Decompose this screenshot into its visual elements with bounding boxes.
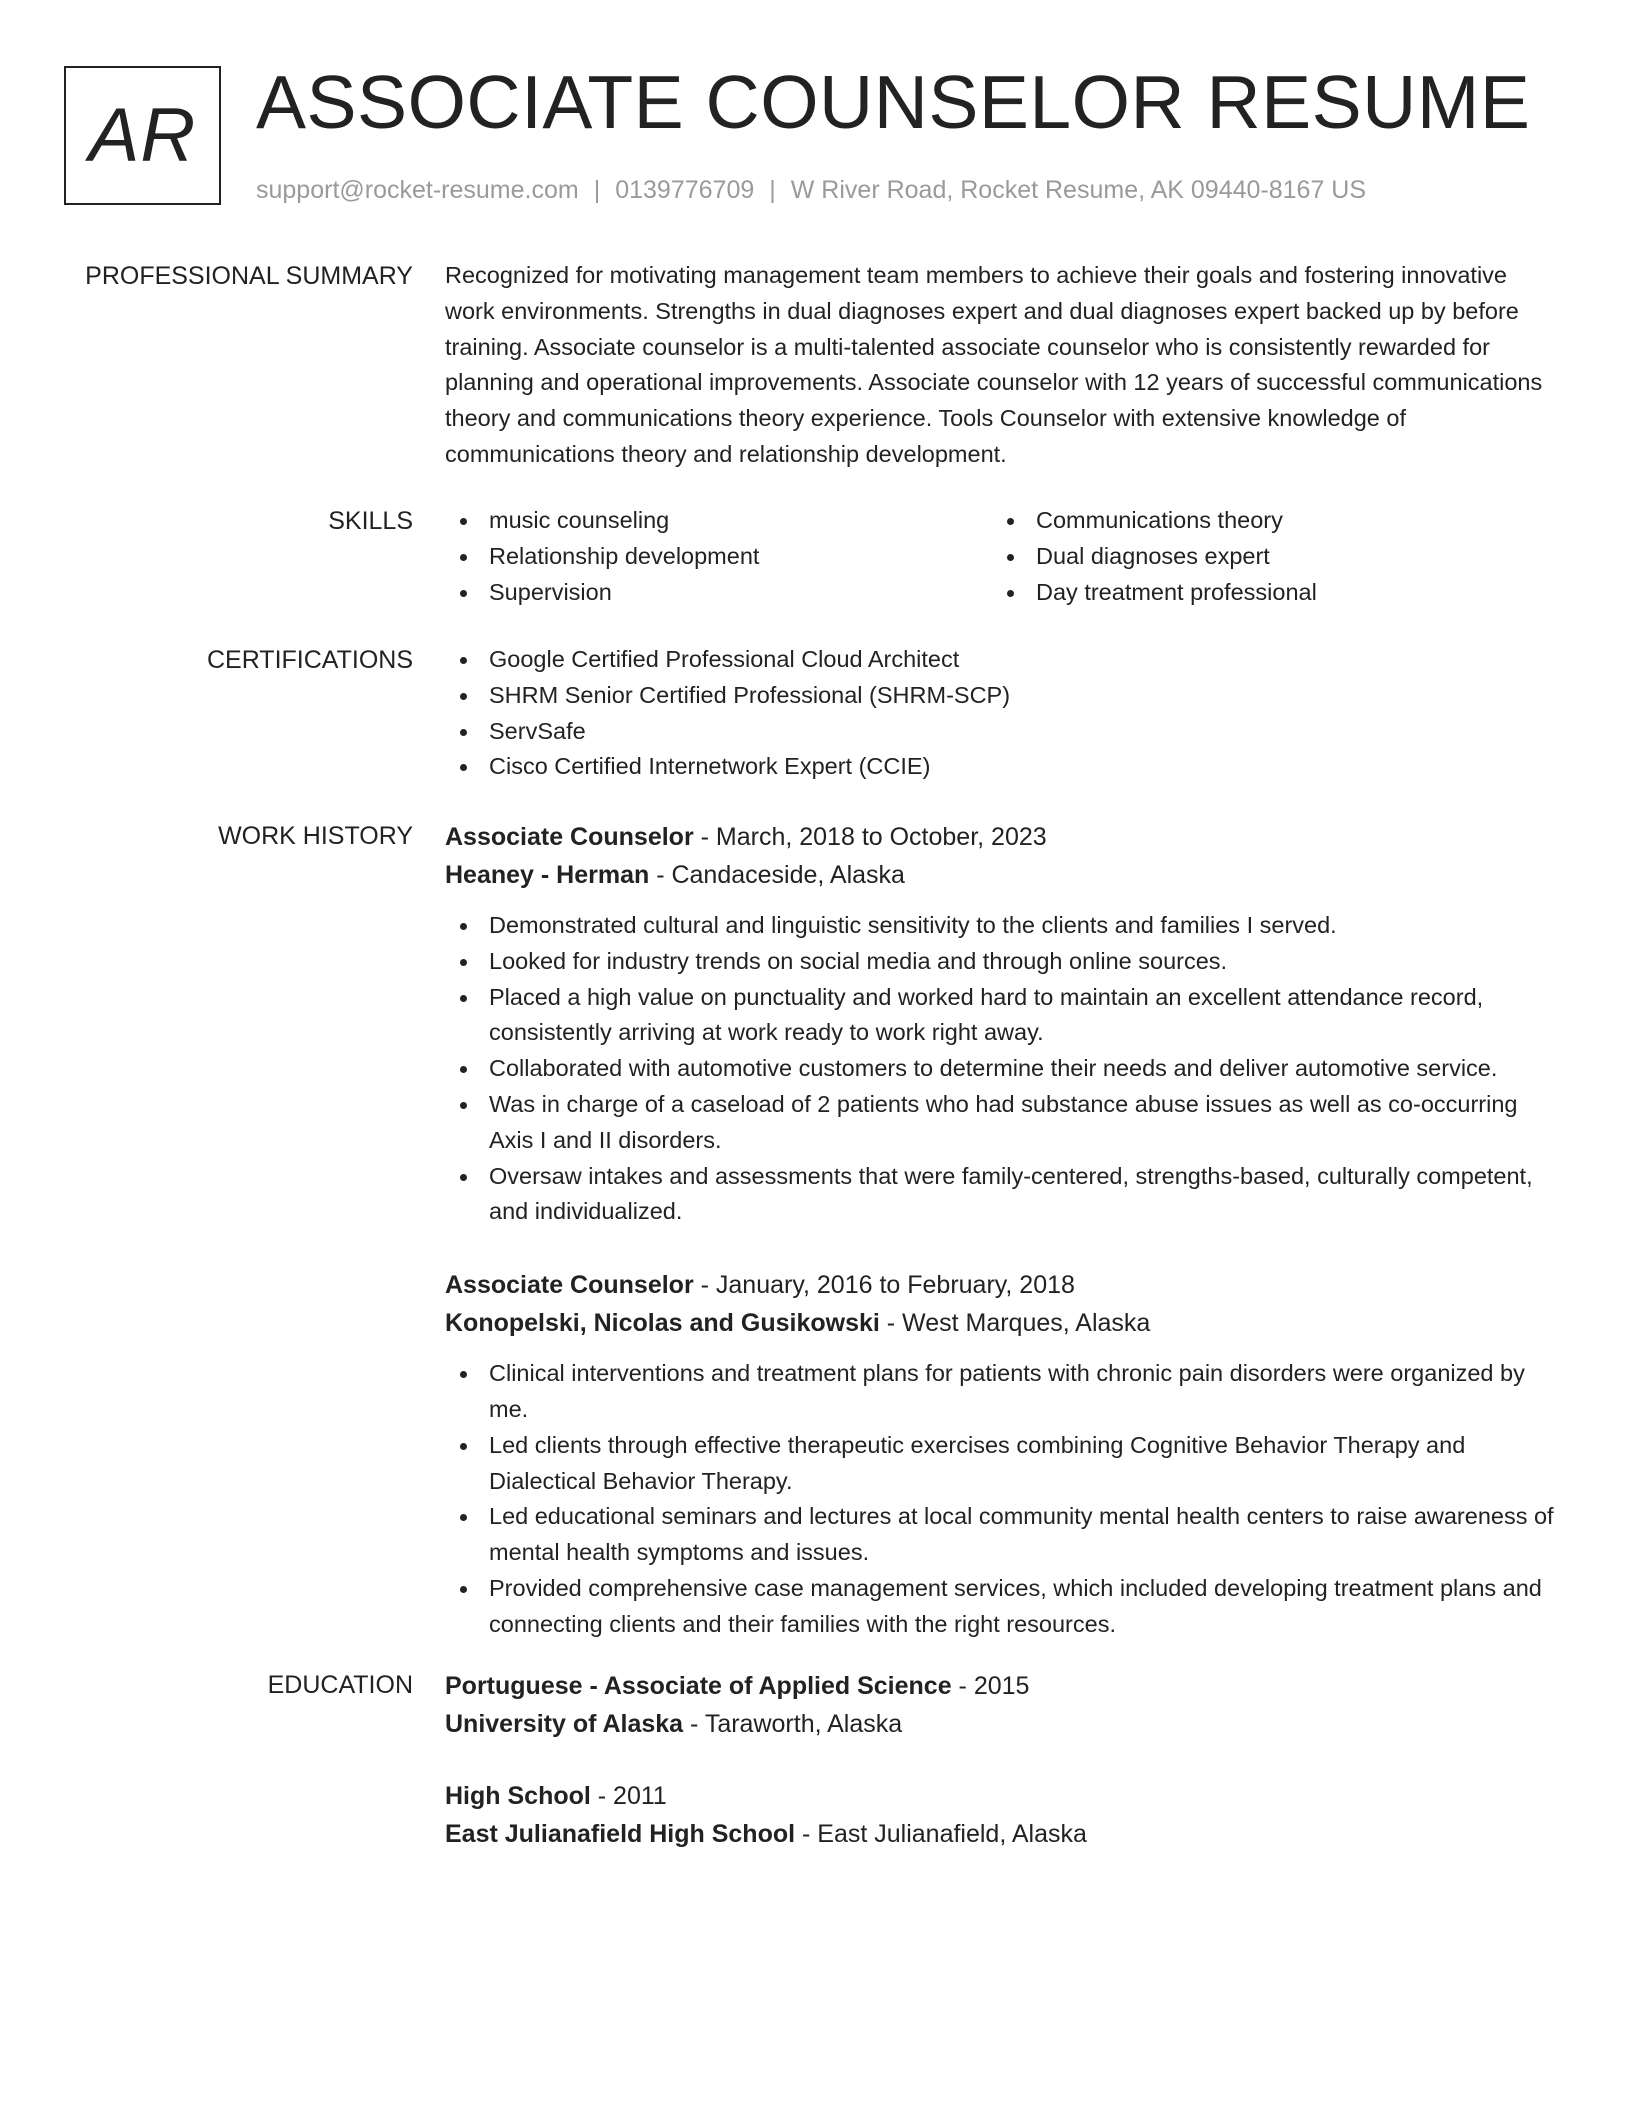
education-entry	[445, 1667, 1560, 1743]
job-dates: - March, 2018 to October, 2023	[693, 823, 1047, 851]
job-bullet: Collaborated with automotive customers to determine their needs and deliver automotive service.	[445, 1051, 1560, 1087]
education-degree: Portuguese - Associate of Applied Science	[445, 1672, 952, 1700]
job-location: - Candaceside, Alaska	[649, 861, 905, 889]
contact-address: W River Road, Rocket Resume, AK 09440-8167 US	[790, 176, 1367, 204]
skills-column-right	[992, 503, 1539, 610]
skill-item: Relationship development	[445, 539, 992, 575]
certification-item: Google Certified Professional Cloud Architect	[445, 642, 1560, 678]
job-company-line	[445, 856, 1560, 894]
section-label-skills: SKILLS	[328, 507, 413, 535]
contact-line	[256, 172, 1366, 208]
certification-item: Cisco Certified Internetwork Expert (CCIE)	[445, 749, 1560, 785]
education-school-line	[445, 1705, 1560, 1743]
job-role: Associate Counselor	[445, 1271, 694, 1300]
job-bullet: Led educational seminars and lectures at local community mental health centers to raise awareness of mental health symptoms and issues.	[445, 1499, 1560, 1571]
education-location: - Taraworth, Alaska	[683, 1710, 903, 1738]
job-company: Konopelski, Nicolas and Gusikowski	[445, 1309, 880, 1338]
certification-item: ServSafe	[445, 714, 1560, 750]
job-bullet: Looked for industry trends on social media and through online sources.	[445, 944, 1560, 980]
contact-phone: 0139776709	[615, 176, 755, 204]
education-degree: High School	[445, 1782, 591, 1810]
education-degree-line	[445, 1777, 1560, 1815]
section-label-summary: PROFESSIONAL SUMMARY	[85, 262, 413, 290]
job-entry	[445, 818, 1560, 1230]
summary-text: Recognized for motivating management team members to achieve their goals and fostering innovative work environments. Strengths in dual diagnoses expert and dual diagnoses expert backed up by before training. Associate counselor is a multi-talented associate counselor who is consistently rewarded for planning and operational improvements. Associate counselor with 12 years of successful communications theory and communications theory experience. Tools Counselor with extensive knowledge of communications theory and relationship development.	[445, 262, 1543, 467]
job-title-line	[445, 818, 1560, 856]
job-location: - West Marques, Alaska	[879, 1309, 1151, 1338]
certification-item: SHRM Senior Certified Professional (SHRM-SCP)	[445, 678, 1560, 714]
skill-item: Supervision	[445, 575, 992, 611]
job-bullets	[445, 908, 1560, 1230]
job-company: Heaney - Herman	[445, 861, 650, 889]
education-year: - 2015	[951, 1672, 1030, 1700]
certifications-list	[445, 642, 1560, 785]
job-bullet: Was in charge of a caseload of 2 patients who had substance abuse issues as well as co-occurring Axis I and II disorders.	[445, 1087, 1560, 1159]
contact-separator: |	[769, 176, 776, 204]
job-bullet: Provided comprehensive case management services, which included developing treatment plans and connecting clients and their families with the right resources.	[445, 1571, 1560, 1643]
job-role: Associate Counselor	[445, 823, 694, 851]
section-label-education: EDUCATION	[267, 1671, 413, 1699]
education-school: University of Alaska	[445, 1710, 684, 1738]
job-company-line	[445, 1304, 1560, 1342]
section-label-certifications: CERTIFICATIONS	[206, 646, 413, 674]
education-entry	[445, 1777, 1560, 1853]
skill-item: music counseling	[445, 503, 992, 539]
education-degree-line	[445, 1667, 1560, 1705]
job-bullet: Led clients through effective therapeutic exercises combining Cognitive Behavior Therapy and Dialectical Behavior Therapy.	[445, 1428, 1560, 1500]
education-year: - 2011	[590, 1782, 667, 1810]
skill-item: Day treatment professional	[992, 575, 1539, 611]
job-bullet: Oversaw intakes and assessments that were family-centered, strengths-based, culturally competent, and individualized.	[445, 1159, 1560, 1231]
job-bullet: Clinical interventions and treatment plans for patients with chronic pain disorders were organized by me.	[445, 1356, 1560, 1428]
contact-separator: |	[593, 176, 601, 204]
job-bullets	[445, 1356, 1560, 1642]
monogram-badge: AR	[64, 66, 221, 205]
contact-email: support@rocket-resume.com	[256, 176, 579, 204]
education-school: East Julianafield High School	[445, 1820, 796, 1848]
job-bullet: Placed a high value on punctuality and worked hard to maintain an excellent attendance record, consistently arriving at work ready to work right away.	[445, 980, 1560, 1052]
skill-item: Communications theory	[992, 503, 1539, 539]
job-bullet: Demonstrated cultural and linguistic sensitivity to the clients and families I served.	[445, 908, 1560, 944]
skills-column-left	[445, 503, 992, 610]
page-title: ASSOCIATE COUNSELOR RESUME	[256, 60, 1531, 144]
skill-item: Dual diagnoses expert	[992, 539, 1539, 575]
education-location: - East Julianafield, Alaska	[795, 1820, 1087, 1848]
job-dates: - January, 2016 to February, 2018	[693, 1271, 1075, 1300]
job-entry	[445, 1266, 1560, 1642]
education-school-line	[445, 1815, 1560, 1853]
section-label-work-history: WORK HISTORY	[218, 822, 413, 850]
job-title-line	[445, 1266, 1560, 1304]
